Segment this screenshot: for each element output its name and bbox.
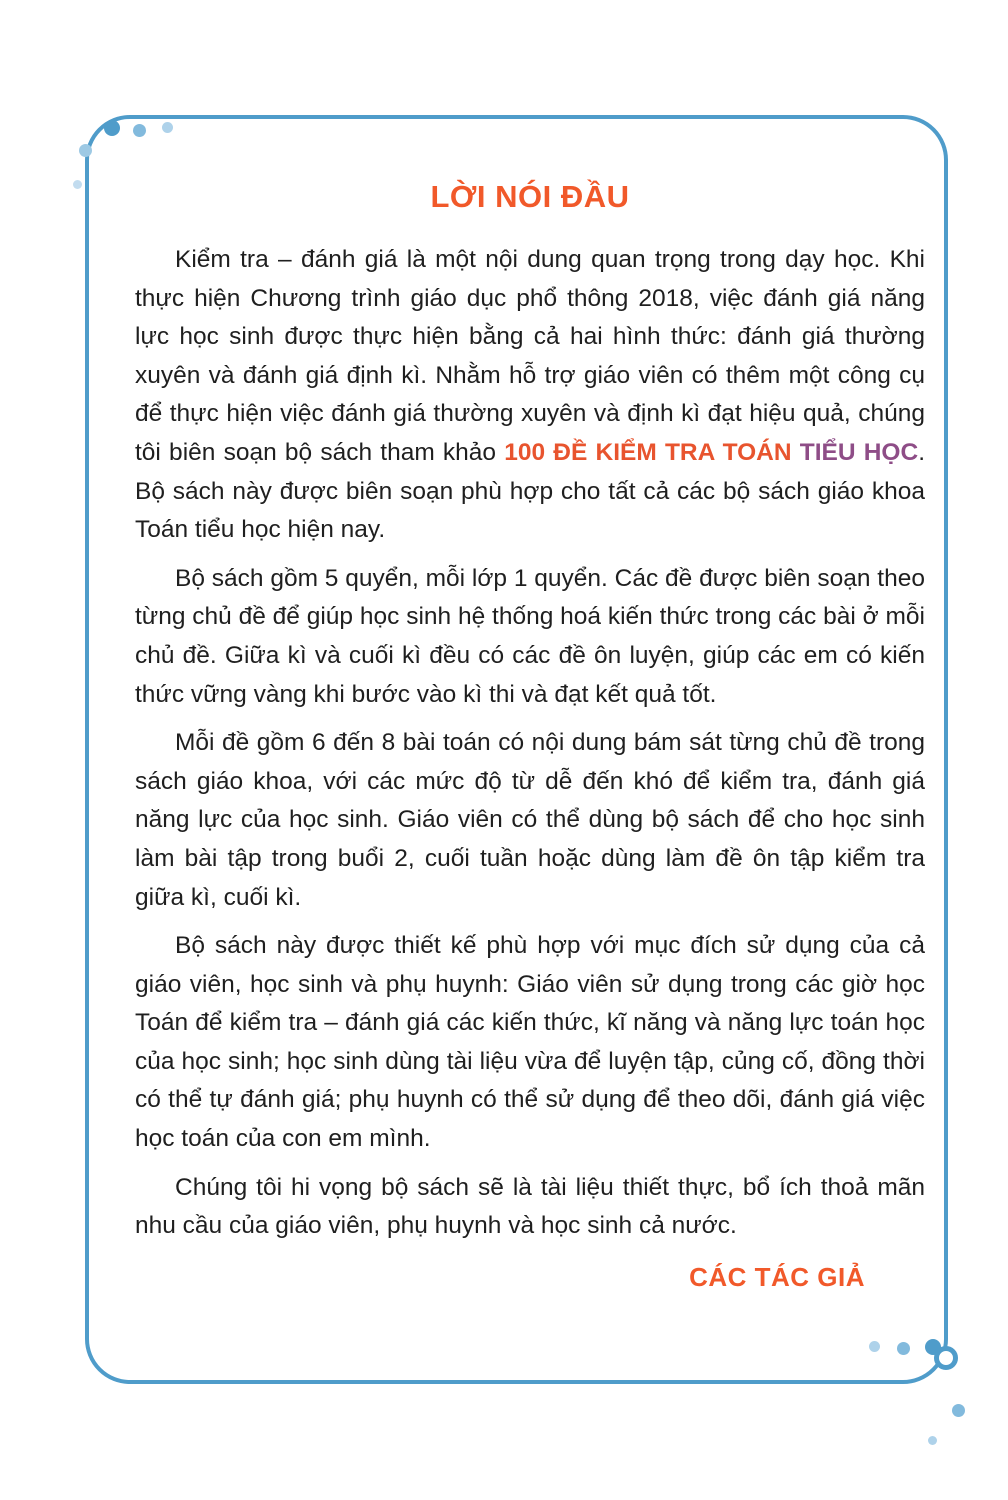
paragraph-1-text-end: . Bộ sách này được biên soạn phù hợp cho tất cả các bộ sách giáo khoa Toán tiểu học hiện nay. — [135, 438, 925, 544]
paragraph-1 — [135, 241, 925, 550]
page-border-frame — [85, 115, 948, 1384]
decor-dot — [869, 1341, 880, 1352]
decor-dot — [897, 1342, 910, 1355]
paragraph-4: Bộ sách này được thiết kế phù hợp với mục đích sử dụng của cả giáo viên, học sinh và phụ huynh: Giáo viên sử dụng trong các giờ học Toán để kiểm tra – đánh giá các kiến thức, kĩ năng và năng lực toán học của học sinh; học sinh dùng tài liệu vừa để luyện tập, củng cố, đồng thời có thể tự đánh giá; phụ huynh có thể sử dụng để theo dõi, đánh giá việc học toán của con em mình. — [135, 932, 925, 1153]
preface-content — [135, 179, 925, 1293]
paragraph-3: Mỗi đề gồm 6 đến 8 bài toán có nội dung bám sát từng chủ đề trong sách giáo khoa, với các mức độ từ dễ đến khó để kiểm tra, đánh giá năng lực của học sinh. Giáo viên có thể dùng bộ sách để cho học sinh làm bài tập trong buổi 2, cuối tuần hoặc dùng làm đề ôn tập kiểm tra giữa kì, cuối kì. — [135, 729, 925, 911]
paragraph-5: Chúng tôi hi vọng bộ sách sẽ là tài liệu thiết thực, bổ ích thoả mãn nhu cầu của giáo viên, phụ huynh và học sinh cả nước. — [135, 1173, 925, 1240]
page-title: LỜI NÓI ĐẦU — [430, 179, 630, 214]
decor-dot — [162, 122, 173, 133]
decor-dot — [928, 1436, 937, 1445]
decor-dot — [104, 120, 120, 136]
paragraph-1-text-start: Kiểm tra – đánh giá là một nội dung quan trọng trong dạy học. Khi thực hiện Chương trình giáo dục phổ thông 2018, việc đánh giá năng lực học sinh được thực hiện bằng cả hai hình thức: đánh giá thường xuyên và đánh giá định kì. Nhằm hỗ trợ giáo viên có thêm một công cụ để thực hiện việc đánh giá thường xuyên và định kì đạt hiệu quả, chúng tôi biên soạn bộ sách tham khảo — [135, 246, 925, 466]
decor-dot — [133, 124, 146, 137]
decor-dot — [934, 1346, 958, 1370]
series-title-orange: 100 ĐỀ KIỂM TRA TOÁN — [504, 438, 800, 466]
decor-dot — [952, 1404, 965, 1417]
paragraph-2: Bộ sách gồm 5 quyển, mỗi lớp 1 quyển. Các đề được biên soạn theo từng chủ đề để giúp học sinh hệ thống hoá kiến thức trong các bài ở mỗi chủ đề. Giữa kì và cuối kì đều có các đề ôn luyện, giúp các em có kiến thức vững vàng khi bước vào kì thi và đạt kết quả tốt. — [135, 564, 925, 708]
series-title-purple: TIỂU HỌC — [799, 438, 919, 466]
decor-dot — [79, 144, 92, 157]
decor-dot — [73, 180, 82, 189]
authors-signature: CÁC TÁC GIẢ — [689, 1261, 865, 1292]
